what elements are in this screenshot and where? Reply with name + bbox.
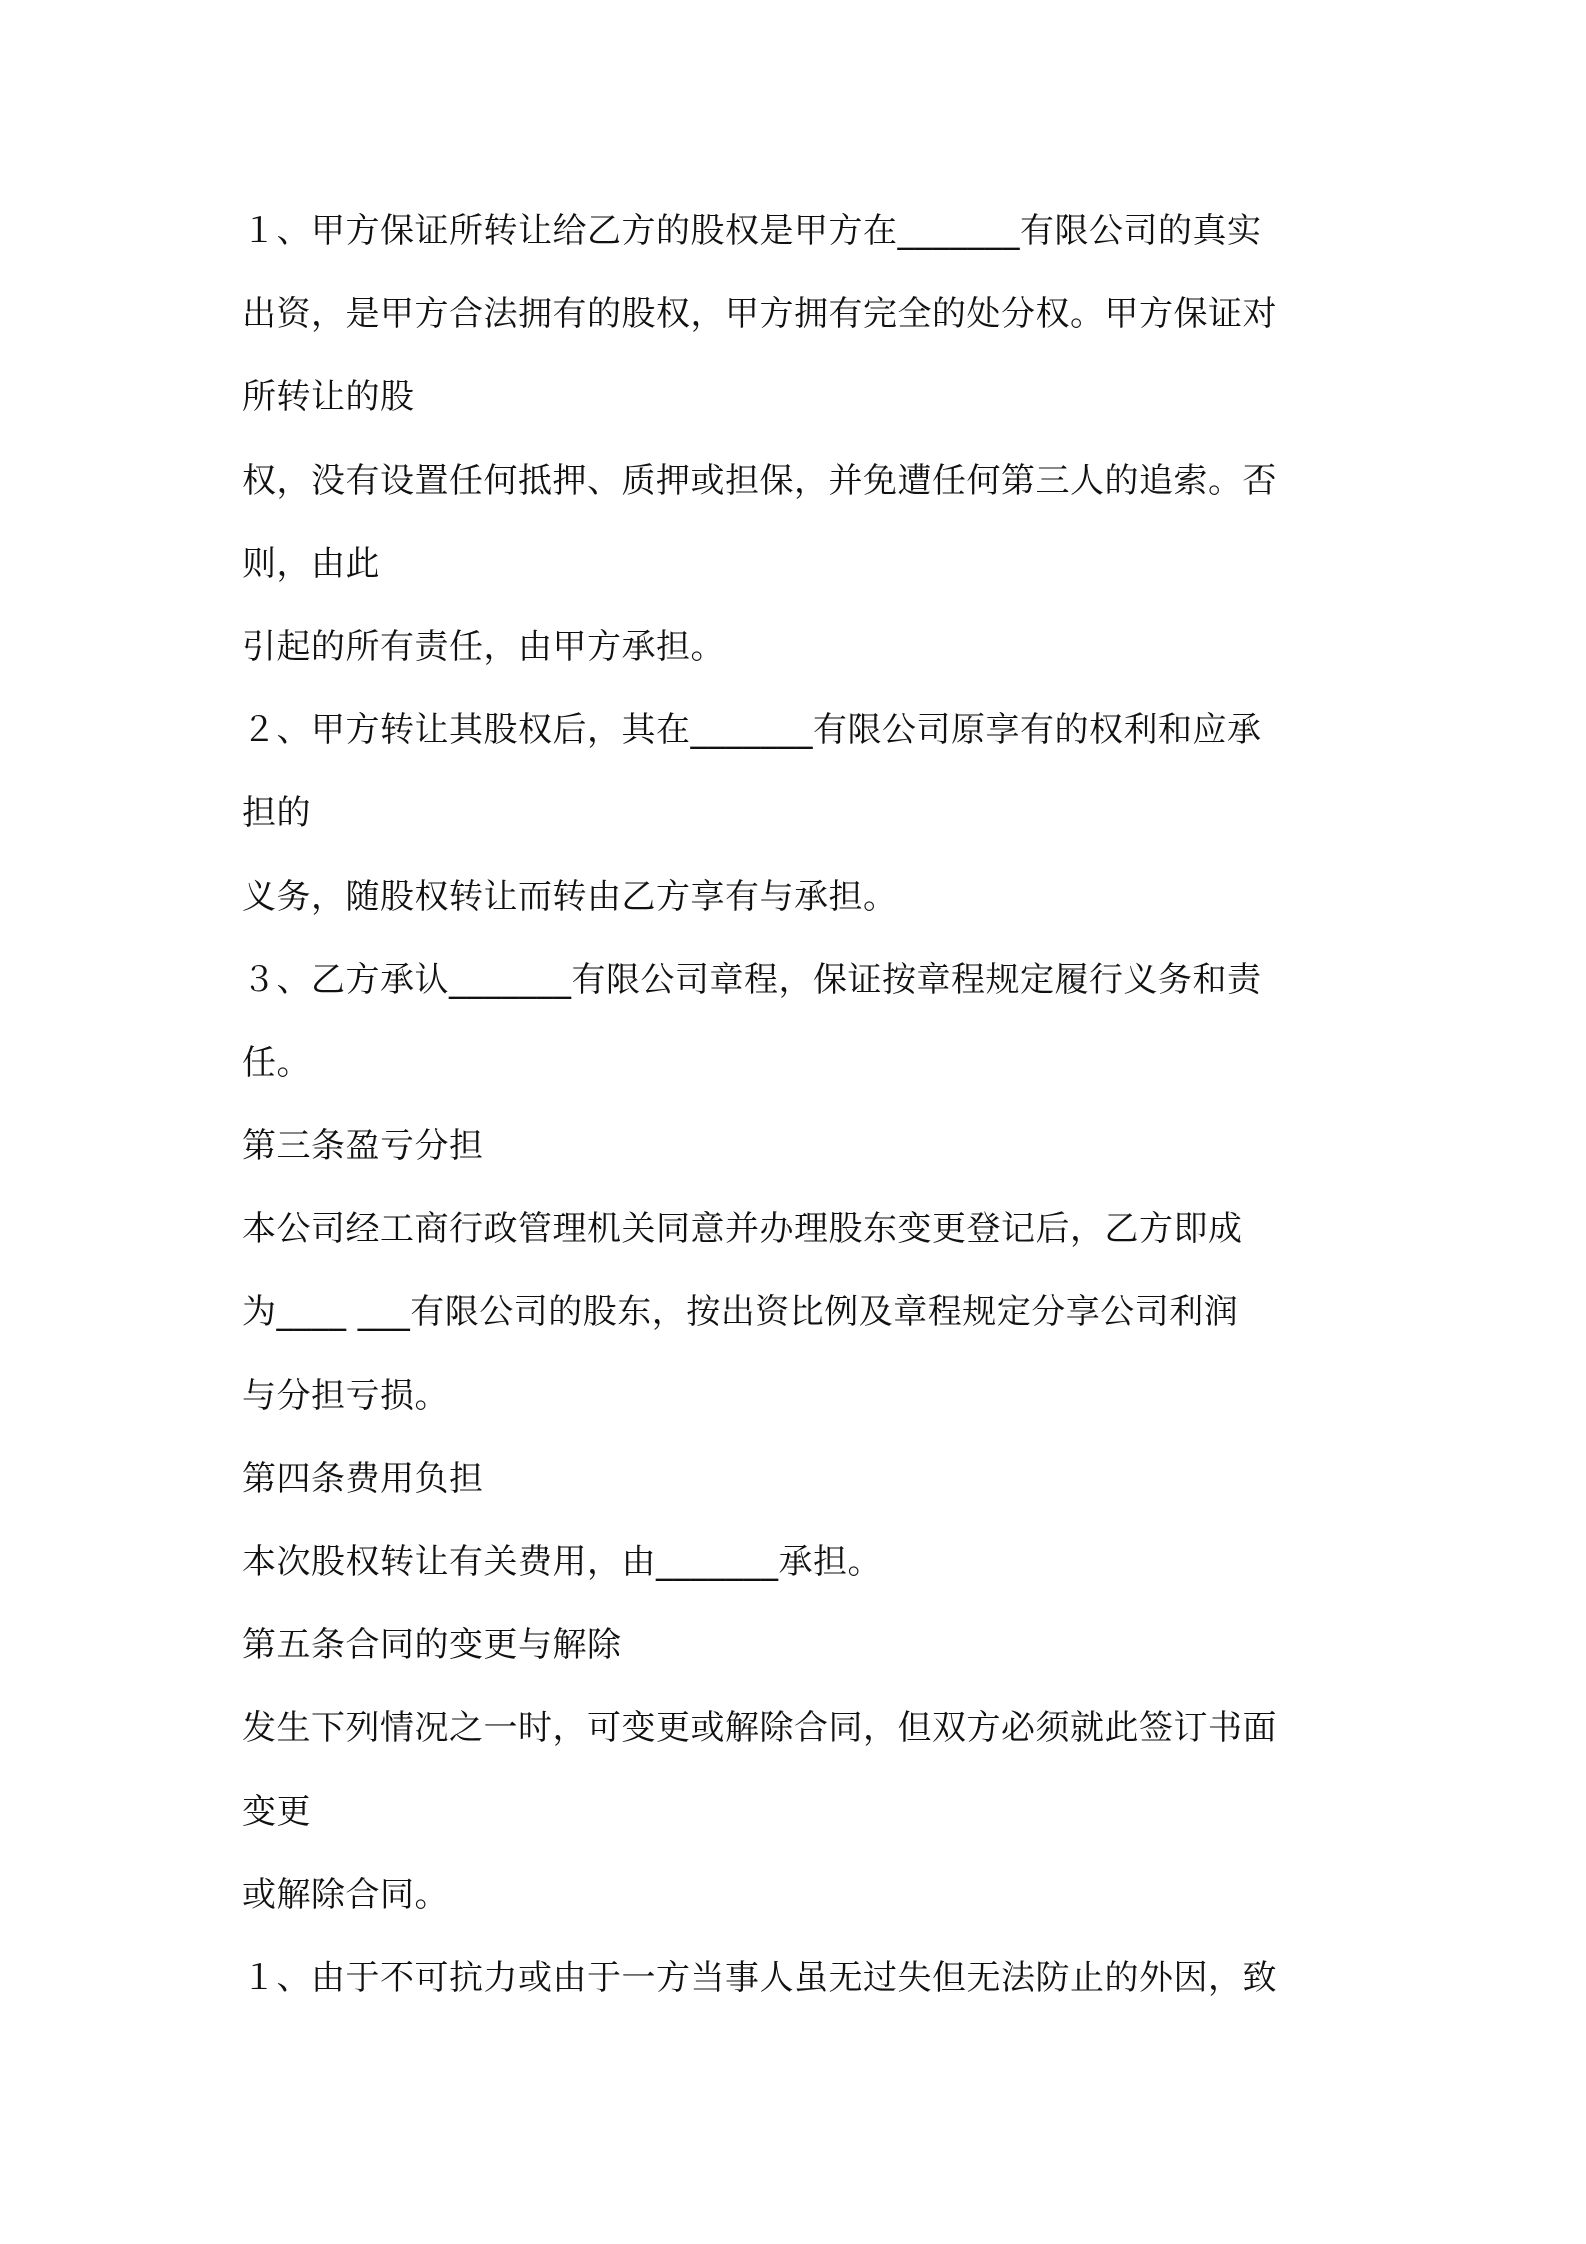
section-heading: 第三条盈亏分担 (242, 1126, 484, 1167)
text-line: 权，没有设置任何抵押、质押或担保，并免遭任何第三人的追索。否 (242, 460, 1277, 501)
section-heading: 第四条费用负担 (242, 1458, 484, 1499)
section-heading: 第五条合同的变更与解除 (242, 1625, 622, 1666)
text-line: 为____ ___有限公司的股东，按出资比例及章程规定分享公司利润 (242, 1292, 1239, 1333)
text-line: 与分担亏损。 (242, 1375, 449, 1416)
text-line: 本公司经工商行政管理机关同意并办理股东变更登记后，乙方即成 (242, 1209, 1243, 1250)
text-line: 则，由此 (242, 543, 380, 584)
text-line: １、由于不可抗力或由于一方当事人虽无过失但无法防止的外因，致 (242, 1957, 1277, 1998)
text-line: ２、甲方转让其股权后，其在_______有限公司原享有的权利和应承 (242, 710, 1262, 751)
text-line: 引起的所有责任，由甲方承担。 (242, 626, 725, 667)
text-line: 变更 (242, 1791, 311, 1832)
contract-text (242, 190, 1362, 2020)
text-line: 本次股权转让有关费用，由_______承担。 (242, 1542, 882, 1582)
text-line: 所转让的股 (242, 377, 415, 418)
text-line: １、甲方保证所转让给乙方的股权是甲方在_______有限公司的真实 (242, 211, 1262, 251)
text-line: 出资，是甲方合法拥有的股权，甲方拥有完全的处分权。甲方保证对 (242, 294, 1277, 335)
text-line: ３、乙方承认_______有限公司章程，保证按章程规定履行义务和责 (242, 959, 1262, 1000)
text-line: 义务，随股权转让而转由乙方享有与承担。 (242, 876, 898, 917)
text-line: 担的 (242, 793, 311, 834)
text-line: 或解除合同。 (242, 1874, 449, 1915)
text-line: 任。 (242, 1042, 311, 1083)
text-line: 发生下列情况之一时，可变更或解除合同，但双方必须就此签订书面 (242, 1708, 1277, 1749)
